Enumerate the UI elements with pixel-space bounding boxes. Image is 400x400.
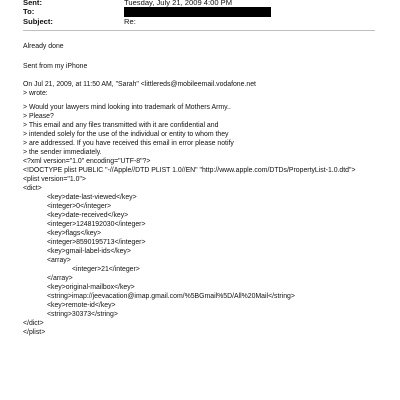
sent-label: Sent: (23, 0, 42, 7)
xml-line: </dict> (23, 320, 44, 327)
signature-text: Sent from my iPhone (23, 63, 88, 70)
xml-line: <!DOCTYPE plist PUBLIC "-//Apple//DTD PLIST 1.0//EN" "http://www.apple.com/DTDs/PropertyList-1.0.dtd"> (23, 167, 356, 174)
xml-line: <key>remote-id</key> (47, 302, 116, 309)
quoted-line: > intended solely for the use of the individual or entity to whom they (23, 131, 229, 138)
xml-line: <integer>0</integer> (47, 203, 111, 210)
xml-line: </plist> (23, 329, 46, 336)
quoted-line: > This email and any files transmitted with it are confidential and (23, 122, 219, 129)
xml-line: <key>date-received</key> (47, 212, 129, 219)
xml-line: <?xml version="1.0" encoding="UTF-8"?> (23, 158, 151, 165)
header-divider (23, 30, 375, 31)
quote-intro-line: On Jul 21, 2009, at 11:50 AM, "Sarah" <littlereds@mobileemail.vodafone.net (23, 81, 256, 88)
to-label: To: (23, 7, 35, 16)
xml-line: <plist version="1.0"> (23, 176, 86, 183)
xml-line: <dict> (23, 185, 42, 192)
xml-line: <integer>8590195713</integer> (47, 239, 146, 246)
xml-line: <string>imap://jeevacation@imap.gmail.com/%5BGmail%5D/All%20Mail</string> (47, 293, 295, 300)
quote-intro-line: > wrote: (23, 90, 48, 97)
sent-value: Tuesday, July 21, 2009 4:00 PM (124, 0, 233, 7)
xml-line: <integer>21</integer> (72, 266, 140, 273)
quoted-line: > Please? (23, 113, 54, 120)
xml-line: <key>original-mailbox</key> (47, 284, 135, 291)
xml-line: <string>30373</string> (47, 311, 118, 318)
xml-line: </array> (47, 275, 73, 282)
xml-line: <integer>1248192030</integer> (47, 221, 146, 228)
redaction-bar (124, 7, 271, 17)
xml-line: <key>flags</key> (47, 230, 102, 237)
xml-line: <array> (47, 257, 71, 264)
quoted-line: > Would your lawyers mind looking into trademark of Mothers Army.. (23, 104, 231, 111)
quoted-line: > are addressed. If you have received this email in error please notify (23, 140, 234, 147)
xml-line: <key>gmail-label-ids</key> (47, 248, 131, 255)
subject-value: Re: (124, 17, 136, 26)
subject-label: Subject: (23, 17, 53, 26)
reply-text: Already done (23, 43, 64, 50)
quoted-line: > the sender immediately. (23, 149, 102, 156)
xml-line: <key>date-last-viewed</key> (47, 194, 137, 201)
